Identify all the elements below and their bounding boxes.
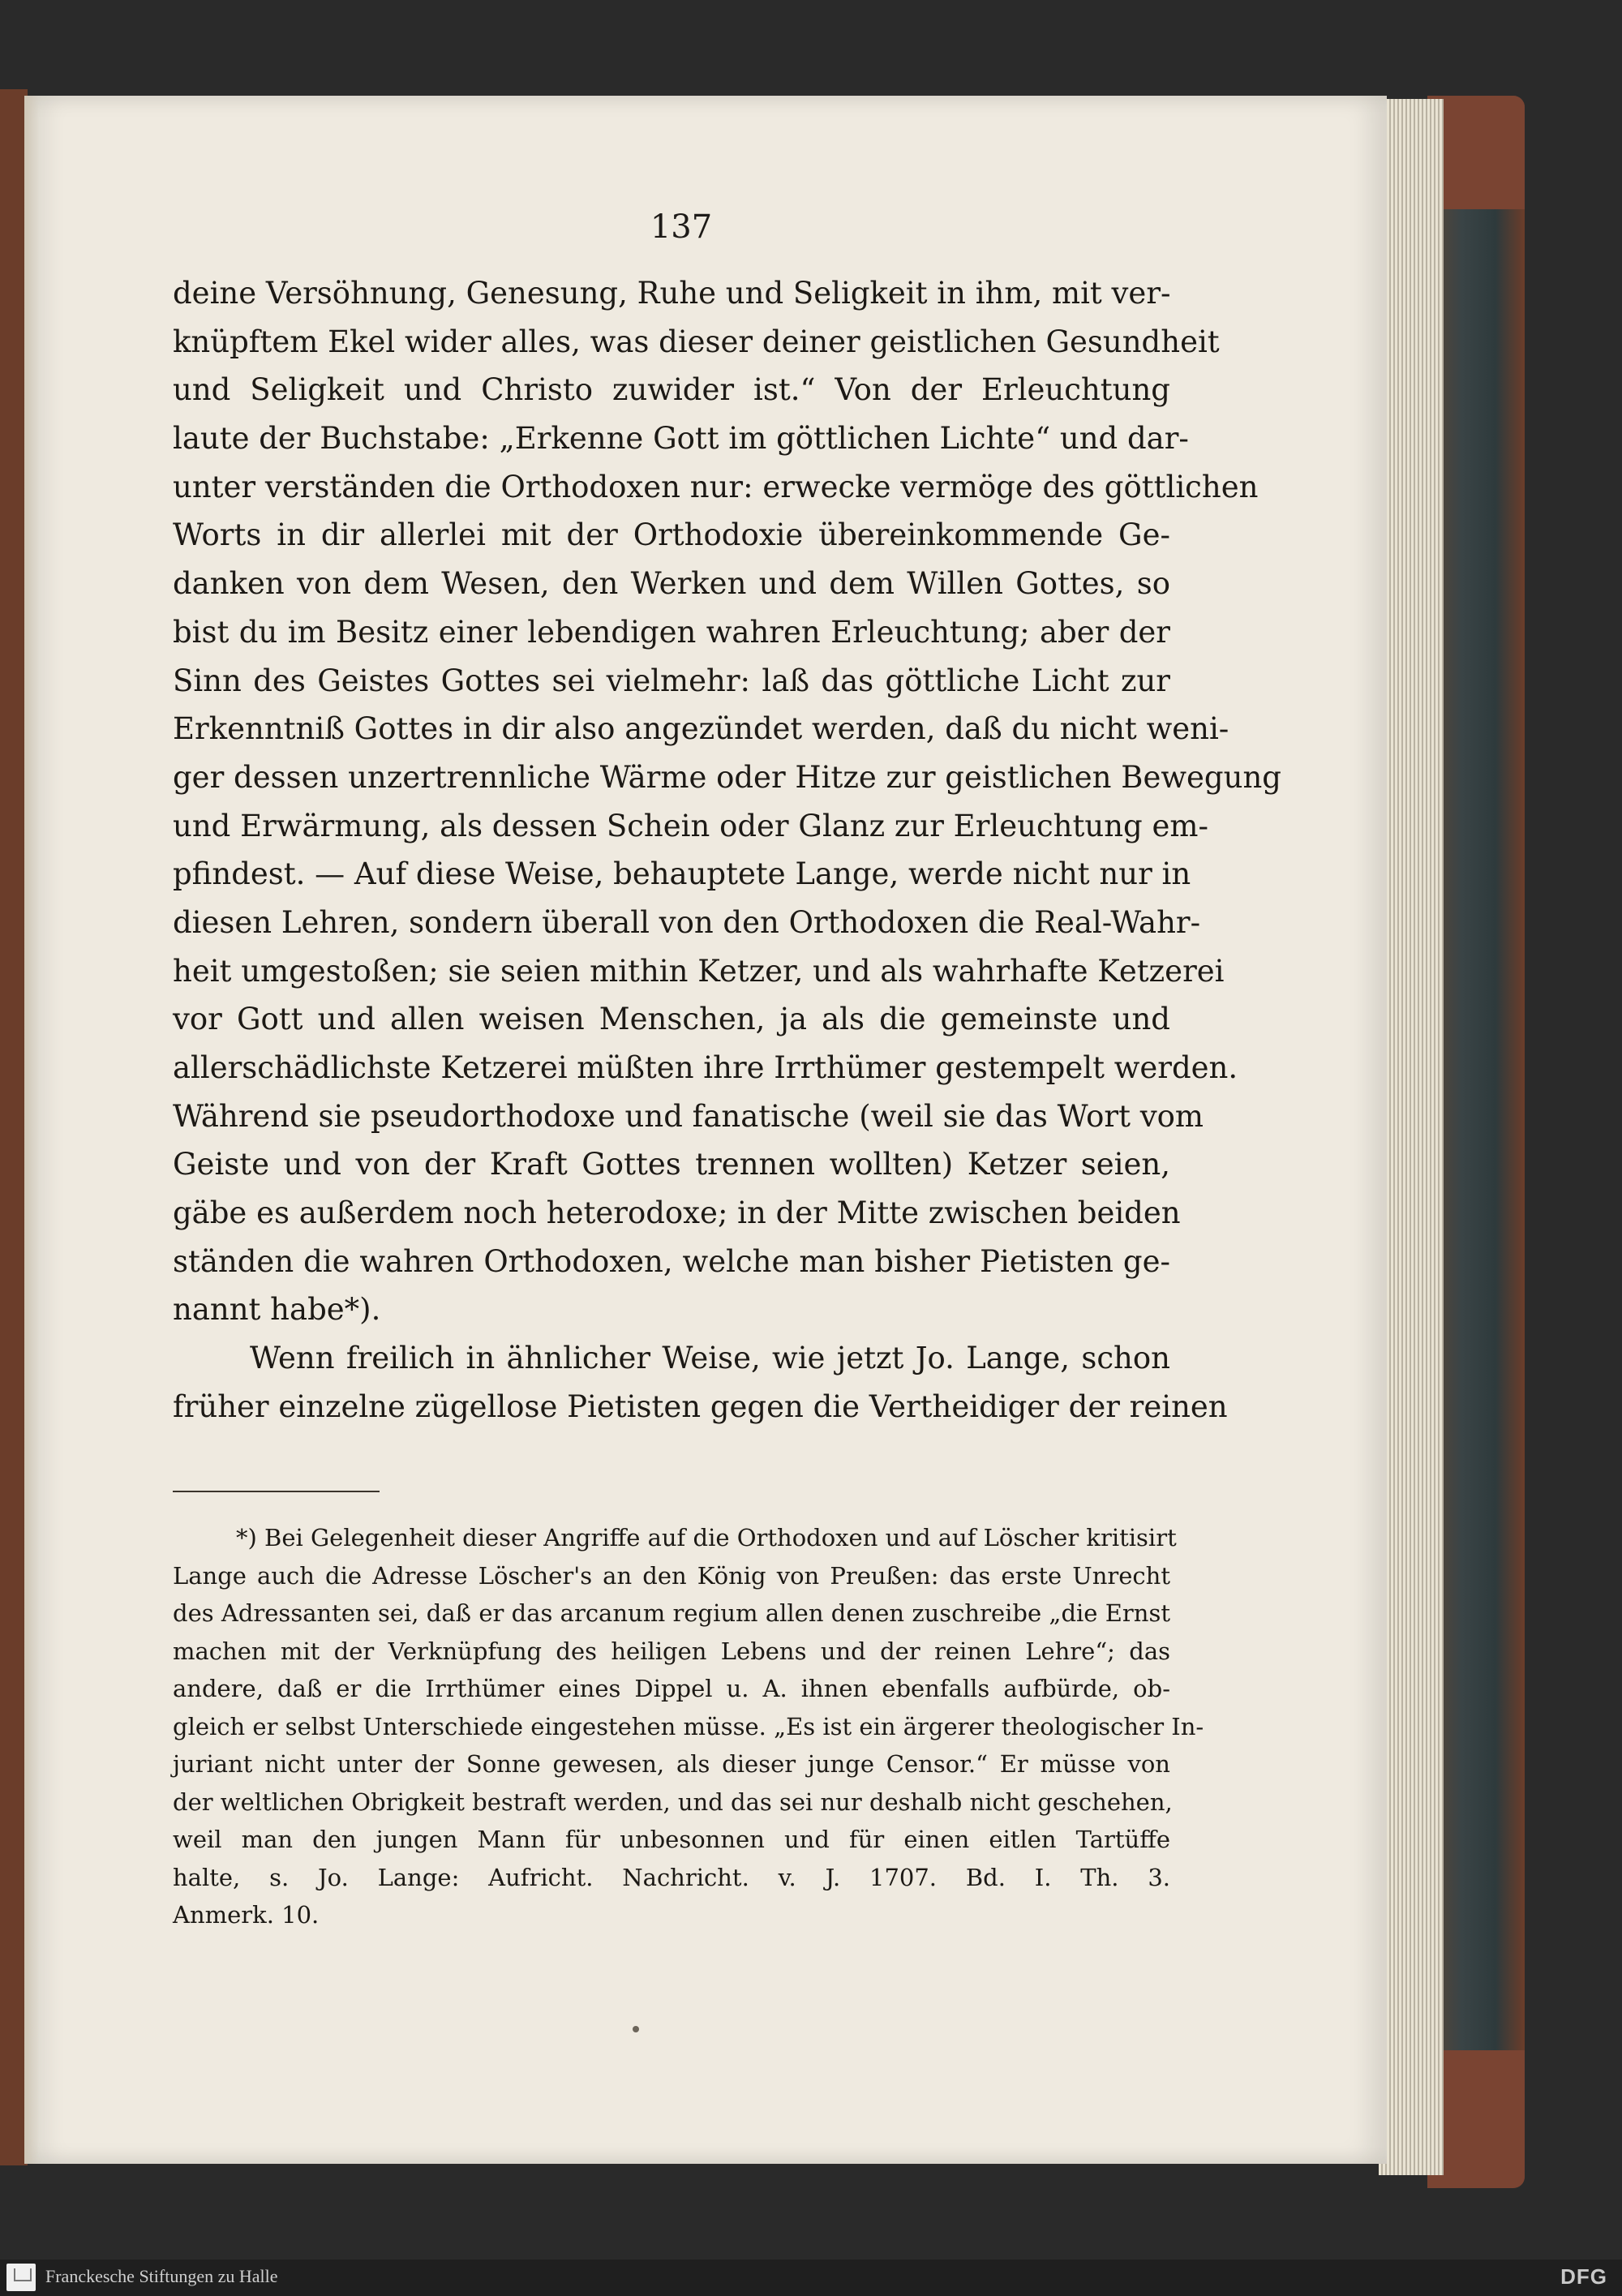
- footnote-line: der weltlichen Obrigkeit bestraft werden, und das sei nur deshalb nicht geschehen,: [173, 1787, 1173, 1816]
- footnote-line: Lange auch die Adresse Löscher's an den König von Preußen: das erste Unrecht: [173, 1561, 1170, 1590]
- text-line: Worts in dir allerlei mit der Orthodoxie übereinkommende Ge-: [173, 517, 1170, 553]
- dfg-logo: DFG: [1560, 2264, 1607, 2289]
- footnote-line: *) Bei Gelegenheit dieser Angriffe auf die Orthodoxen und auf Löscher kritisirt: [236, 1524, 1177, 1551]
- text-line: ger dessen unzertrennliche Wärme oder Hitze zur geistlichen Bewegung: [173, 759, 1281, 795]
- footnote-line: halte, s. Jo. Lange: Aufricht. Nachricht. v. J. 1707. Bd. I. Th. 3.: [173, 1863, 1170, 1891]
- footnote-line: andere, daß er die Irrthümer eines Dippel u. A. ihnen ebenfalls aufbürde, ob-: [173, 1675, 1170, 1702]
- text-line: unter verständen die Orthodoxen nur: erwecke vermöge des göttlichen: [173, 469, 1259, 504]
- text-line: nannt habe*).: [173, 1292, 381, 1328]
- text-line: ständen die wahren Orthodoxen, welche man bisher Pietisten ge-: [173, 1243, 1170, 1279]
- viewer-footer-bar: [0, 2260, 1622, 2296]
- institution-name: Franckesche Stiftungen zu Halle: [45, 2266, 278, 2286]
- text-line: vor Gott und allen weisen Menschen, ja als die gemeinste und: [173, 1002, 1170, 1037]
- text-line: pfindest. — Auf diese Weise, behauptete Lange, werde nicht nur in: [173, 856, 1191, 892]
- footnote-line: juriant nicht unter der Sonne gewesen, als dieser junge Censor.“ Er müsse von: [173, 1750, 1170, 1778]
- text-line: Während sie pseudorthodoxe und fanatische (weil sie das Wort vom: [173, 1098, 1204, 1134]
- text-line: gäbe es außerdem noch heterodoxe; in der Mitte zwischen beiden: [173, 1195, 1181, 1231]
- text-line: und Seligkeit und Christo zuwider ist.“ Von der Erleuchtung: [173, 372, 1170, 408]
- text-line: deine Versöhnung, Genesung, Ruhe und Seligkeit in ihm, mit ver-: [173, 276, 1171, 311]
- text-line: Erkenntniß Gottes in dir also angezündet werden, daß du nicht weni-: [173, 711, 1229, 747]
- footnote-block: [173, 1519, 1204, 1934]
- text-line: und Erwärmung, als dessen Schein oder Glanz zur Erleuchtung em-: [173, 808, 1208, 843]
- text-line-paragraph-start: Wenn freilich in ähnlicher Weise, wie jetzt Jo. Lange, schon: [250, 1341, 1170, 1376]
- text-line: Geiste und von der Kraft Gottes trennen wollten) Ketzer seien,: [173, 1147, 1170, 1182]
- institution-logo-icon: [6, 2264, 36, 2291]
- text-line: früher einzelne zügellose Pietisten gegen die Vertheidiger der reinen: [173, 1388, 1228, 1424]
- footnote-line: machen mit der Verknüpfung des heiligen Lebens und der reinen Lehre“; das: [173, 1637, 1170, 1665]
- book-cover-left-edge: [0, 89, 28, 2165]
- text-line: diesen Lehren, sondern überall von den Orthodoxen die Real-Wahr-: [173, 904, 1201, 940]
- text-line: Sinn des Geistes Gottes sei vielmehr: laß das göttliche Licht zur: [173, 663, 1170, 698]
- footnote-separator: [173, 1491, 380, 1492]
- footnote-line: weil man den jungen Mann für unbesonnen und für einen eitlen Tartüffe: [173, 1826, 1170, 1853]
- text-line: danken von dem Wesen, den Werken und dem Willen Gottes, so: [173, 566, 1170, 602]
- footnote-line: gleich er selbst Unterschiede eingestehen müsse. „Es ist ein ärgerer theologischer In-: [173, 1712, 1204, 1740]
- main-text-block: [173, 269, 1281, 1431]
- ink-speck: [633, 2026, 639, 2032]
- page-number: 137: [650, 208, 713, 246]
- text-line: bist du im Besitz einer lebendigen wahren Erleuchtung; aber der: [173, 614, 1170, 650]
- gutter-shadow: [24, 96, 39, 2164]
- text-line: heit umgestoßen; sie seien mithin Ketzer, und als wahrhafte Ketzerei: [173, 953, 1225, 989]
- footnote-line: des Adressanten sei, daß er das arcanum regium allen denen zuschreibe „die Ernst: [173, 1599, 1170, 1627]
- page-block-edges: [1379, 99, 1444, 2175]
- text-line: allerschädlichste Ketzerei müßten ihre Irrthümer gestempelt werden.: [173, 1050, 1238, 1085]
- text-line: knüpftem Ekel wider alles, was dieser deiner geistlichen Gesundheit: [173, 324, 1220, 359]
- footnote-line: Anmerk. 10.: [173, 1901, 320, 1929]
- text-line: laute der Buchstabe: „Erkenne Gott im göttlichen Lichte“ und dar-: [173, 421, 1189, 457]
